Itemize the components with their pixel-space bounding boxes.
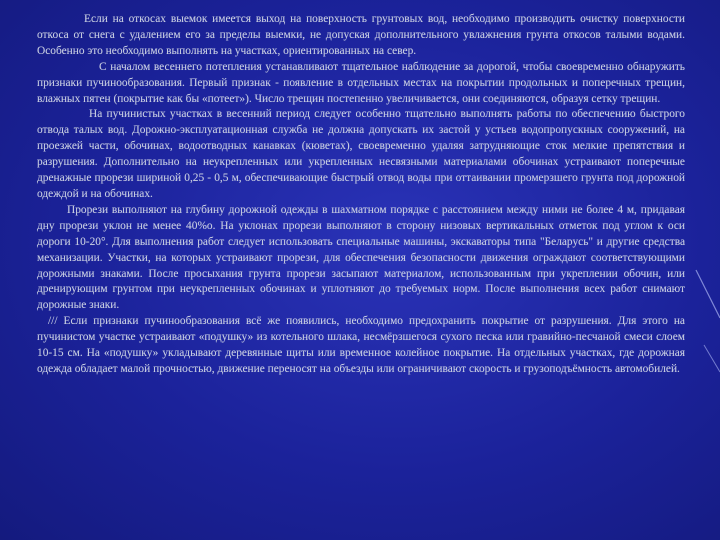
document-body — [37, 12, 685, 378]
decor-line-lower — [704, 345, 720, 372]
paragraph-cuts: Прорези выполняют на глубину дорожной одежды в шахматном порядке с расстоянием между ними не более 4 м, придавая дну прорези уклон не менее 40%о. На уклонах прорези выполняют в сторону низовых вертикальных отметок под углом к оси дороги 10-20°. Для выполнения работ следует использовать специальные машины, экскаваторы типа "Беларусь" и другие средства механизации. Участки, на которых устраивают прорези, для обеспечения безопасности движения ограждают соответствующими дорожными знаками. После просыхания грунта прорези засыпают материалом, использованным при укреплении обочин, или дренирующим грунтом при неукрепленных обочинах и уплотняют до требуемых норм. После выполнения всех работ снимают дорожные знаки. — [37, 203, 685, 312]
paragraph-spring-monitoring: С началом весеннего потепления устанавливают тщательное наблюдение за дорогой, чтобы своевременно обнаружить признаки пучинообразования. Первый признак - появление в отдельных местах на покрытии продольных и поперечных трещин, влажных пятен (покрытие как бы «потеет»). Число трещин постепенно увеличивается, они соединяются, образуя сетку трещин. — [37, 60, 685, 105]
paragraph-cushion: /// Если признаки пучинообразования всё же появились, необходимо предохранить покрытие от разрушения. Для этого на пучинистом участке устраивают «подушку» из котельного шлака, несмёрзшегося сухого песка или гравийно-песчаной смеси слоем 10-15 см. На «подушку» укладывают деревянные щиты или временное колейное покрытие. На отдельных участках, где дорожная одежда обладает малой прочностью, движение переносят на объезды или ограничивают скорость и грузоподъёмность автомобилей. — [37, 315, 685, 375]
paragraph-water-drainage: На пучинистых участках в весенний период следует особенно тщательно выполнять работы по обеспечению быстрого отвода талых вод. Дорожно-эксплуатационная служба не должна допускать их застой у устьев водопропускных сооружений, на проезжей части, обочинах, водоотводных канавках (кюветах), своевременно удаляя затрудняющие сток мелкие препятствия и разрушения. Дополнительно на неукрепленных или укрепленных несвязными материалами обочинах устраивают поперечные дренажные прорези шириной 0,25 - 0,5 м, обеспечивающие быстрый отвод воды при оттаивании промерзшего грунта под дорожной одеждой и на обочинах. — [37, 108, 685, 200]
paragraph-snow-removal: Если на откосах выемок имеется выход на поверхность грунтовых вод, необходимо производить очистку поверхности откоса от снега с удалением его за пределы выемки, не допуская дополнительного увлажнения грунта откосов талыми водами. Особенно это необходимо выполнять на участках, ориентированных на север. — [37, 13, 685, 57]
decor-line-upper — [696, 270, 720, 318]
